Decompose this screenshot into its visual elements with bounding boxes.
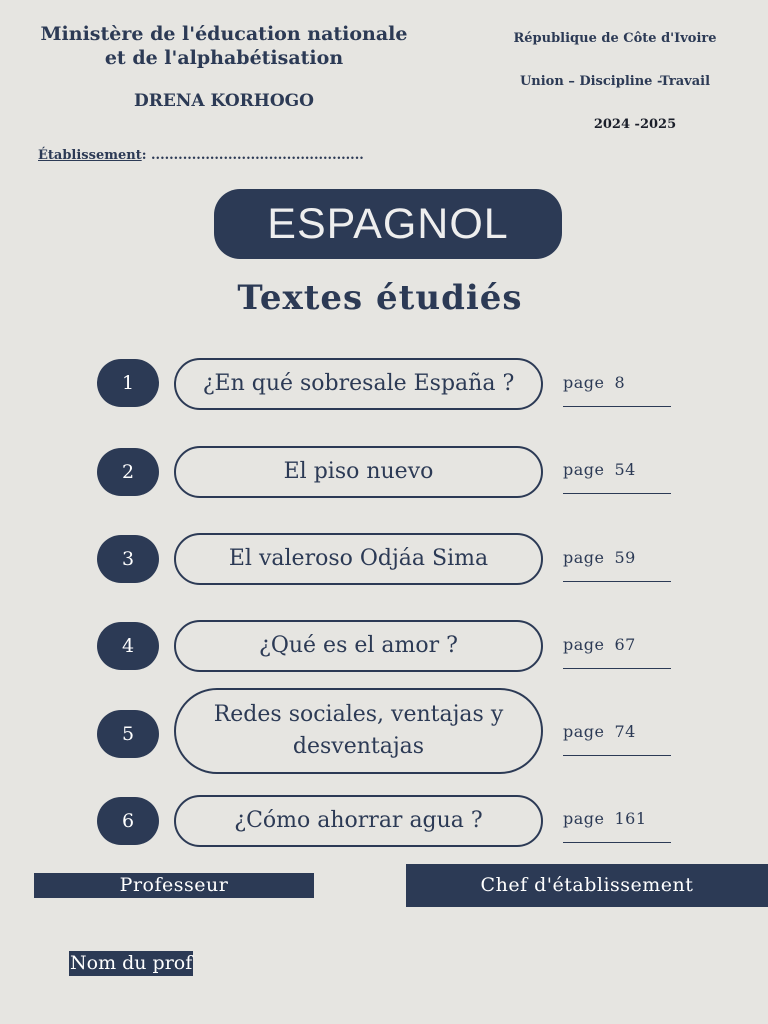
page-label: page [563,635,605,654]
chef-etablissement-label: Chef d'établissement [406,864,768,907]
text-number-badge: 6 [97,797,159,845]
page-subtitle: Textes étudiés [237,278,523,318]
text-page-ref [563,373,671,407]
subject-banner: ESPAGNOL [214,189,562,259]
text-title: Redes sociales, ventajas y desventajas [213,702,504,759]
drena-title: DRENA KORHOGO [134,91,314,111]
text-title-pill [174,620,543,672]
text-title-pill [174,533,543,585]
republic-title: République de Côte d'Ivoire [513,31,717,46]
text-number-badge: 3 [97,535,159,583]
text-title-pill [174,446,543,498]
text-page-ref [563,460,671,494]
etablissement-line [38,148,364,163]
national-motto: Union – Discipline -Travail [519,74,711,89]
text-number-badge: 4 [97,622,159,670]
etablissement-field: : ............................................... [141,148,364,163]
page-label: page [563,373,605,392]
text-title: ¿Cómo ahorrar agua ? [234,808,483,833]
professeur-label: Professeur [34,873,314,898]
text-number-badge: 2 [97,448,159,496]
page-number: 8 [614,373,626,392]
page-label: page [563,548,605,567]
page-label: page [563,809,605,828]
text-page-ref [563,809,671,843]
school-year: 2024 -2025 [593,117,677,132]
text-title: El valeroso Odjáa Sima [228,546,489,571]
text-title: El piso nuevo [283,459,434,484]
text-page-ref [563,635,671,669]
ministry-line-1: Ministère de l'éducation nationale [40,23,408,45]
professor-name: Nom du prof [70,952,193,974]
text-page-ref [563,548,671,582]
page-number: 161 [614,809,647,828]
text-title-pill [174,358,543,410]
text-title: ¿Qué es el amor ? [259,633,458,658]
text-title-pill [174,795,543,847]
page-label: page [563,722,605,741]
text-number-badge: 5 [97,710,159,758]
ministry-line-2: et de l'alphabétisation [104,47,344,69]
page-number: 54 [614,460,636,479]
page-number: 59 [614,548,636,567]
text-number-badge: 1 [97,359,159,407]
text-title: ¿En qué sobresale España ? [202,371,515,396]
page-label: page [563,460,605,479]
ministry-title [14,22,434,70]
page-number: 74 [614,722,636,741]
page-number: 67 [614,635,636,654]
etablissement-label: Établissement [38,148,142,163]
text-title-pill [174,688,543,774]
text-page-ref [563,722,671,756]
